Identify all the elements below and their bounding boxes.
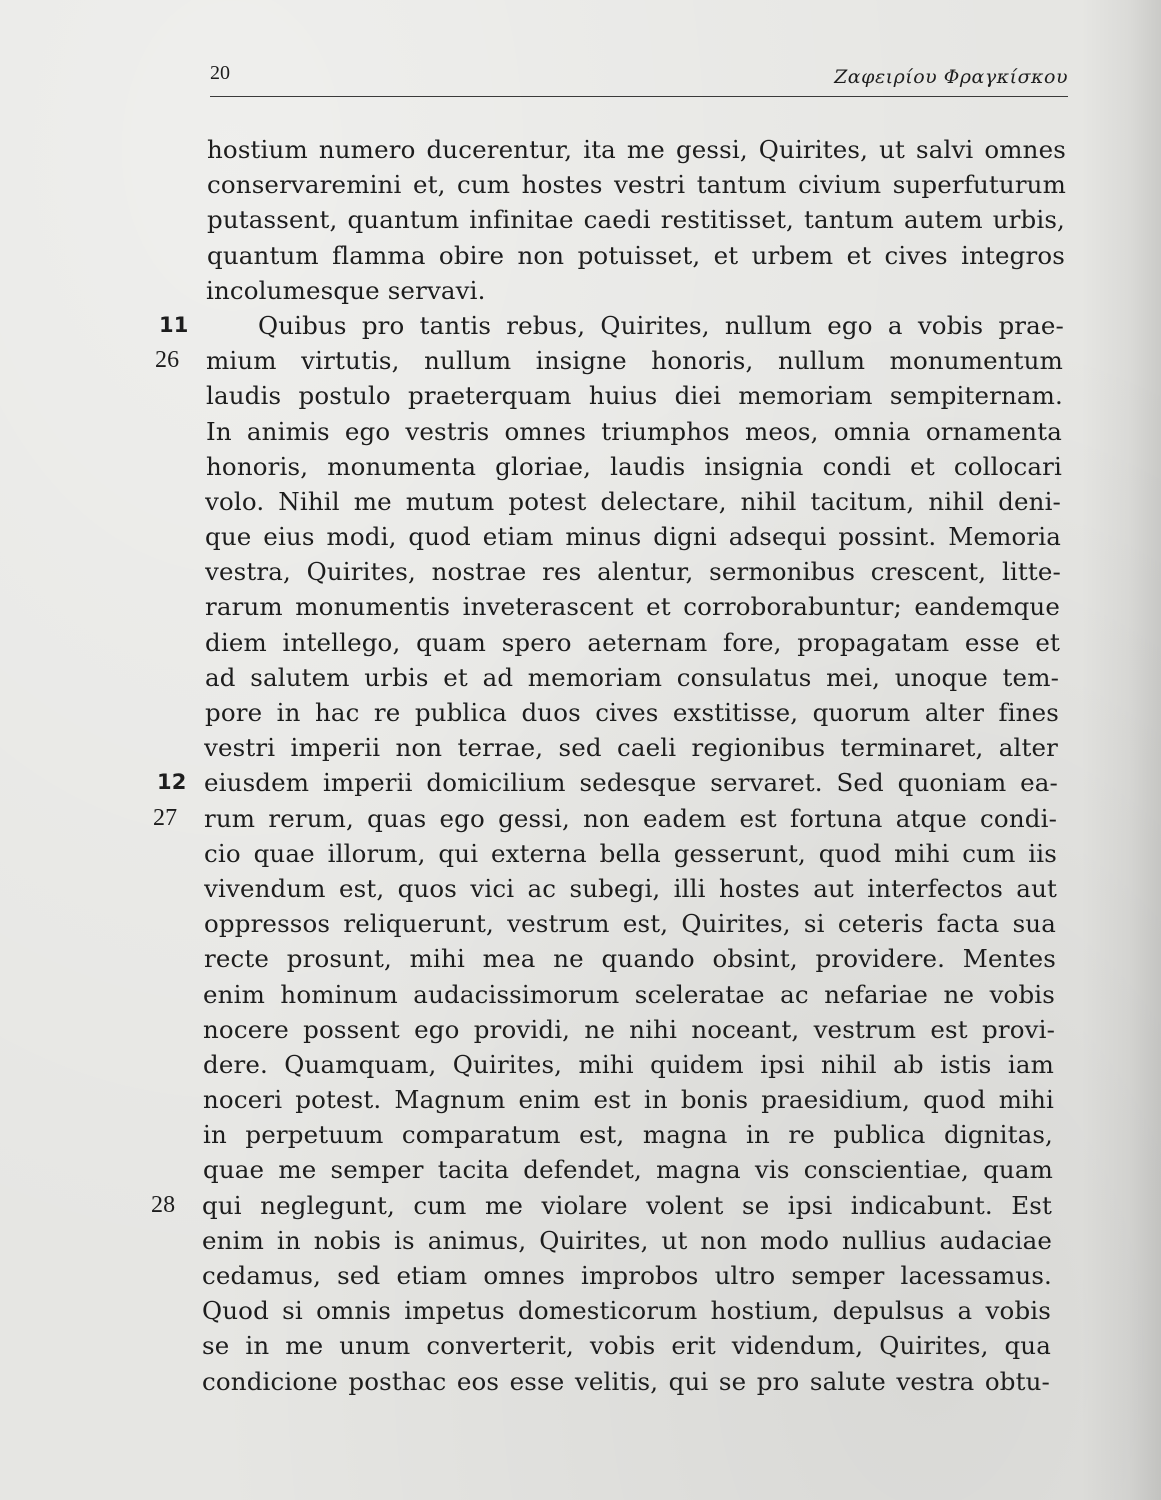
text-line-content: rarum monumentis inveterascent et corroborabuntur; eandemque bbox=[205, 592, 1060, 622]
margin-line-number: 11 bbox=[159, 312, 189, 337]
text-line-content: volo. Nihil me mutum potest delectare, nihil tacitum, nihil deni- bbox=[205, 486, 1061, 516]
text-line-content: vestri imperii non terrae, sed caeli regionibus terminaret, alter bbox=[204, 733, 1058, 763]
text-line-content: se in me unum converterit, vobis erit videndum, Quirites, qua bbox=[202, 1331, 1051, 1361]
text-line-content: hostium numero ducerentur, ita me gessi, Quirites, ut salvi omnes bbox=[207, 135, 1066, 164]
text-line-content: quantum flamma obire non potuisset, et urbem et cives integros bbox=[207, 240, 1065, 270]
text-line bbox=[0, 238, 1161, 273]
text-line bbox=[0, 765, 1161, 800]
margin-line-number: 27 bbox=[153, 804, 178, 831]
text-line-content: enim hominum audacissimorum sceleratae ac nefariae ne vobis bbox=[203, 979, 1055, 1009]
page-header bbox=[210, 62, 1068, 97]
text-line bbox=[0, 695, 1161, 730]
text-line-content: dere. Quamquam, Quirites, mihi quidem ipsi nihil ab istis iam bbox=[203, 1049, 1054, 1079]
text-line-content: incolumesque servavi. bbox=[206, 275, 486, 305]
text-line bbox=[0, 378, 1161, 413]
text-line-content: noceri potest. Magnum enim est in bonis praesidium, quod mihi bbox=[203, 1085, 1054, 1115]
text-line bbox=[0, 625, 1161, 660]
text-line bbox=[0, 1117, 1161, 1152]
text-line-content: eiusdem imperii domicilium sedesque servaret. Sed quoniam ea- bbox=[204, 768, 1058, 798]
text-line-content: laudis postulo praeterquam huius diei memoriam sempiternam. bbox=[206, 381, 1063, 411]
text-line-content: rum rerum, quas ego gessi, non eadem est fortuna atque condi- bbox=[204, 803, 1057, 833]
margin-line-number: 28 bbox=[151, 1191, 176, 1218]
text-line-content: cedamus, sed etiam omnes improbos ultro semper lacessamus. bbox=[202, 1261, 1052, 1290]
text-line bbox=[0, 1152, 1161, 1187]
text-line bbox=[0, 273, 1161, 308]
text-line bbox=[0, 1082, 1161, 1117]
running-head: Ζαφειρίου Φραγκίσκου bbox=[834, 66, 1068, 88]
text-line bbox=[0, 977, 1161, 1012]
text-line bbox=[0, 519, 1161, 554]
text-line-content: putassent, quantum infinitae caedi restitisset, tantum autem urbis, bbox=[207, 205, 1065, 235]
text-line bbox=[0, 1223, 1161, 1258]
text-line-content: Quibus pro tantis rebus, Quirites, nullum ego a vobis prae- bbox=[258, 310, 1064, 340]
text-line bbox=[0, 941, 1161, 976]
text-line-content: In animis ego vestris omnes triumphos meos, omnia ornamenta bbox=[206, 416, 1062, 446]
text-line-content: vivendum est, quos vici ac subegi, illi hostes aut interfectos aut bbox=[204, 873, 1057, 903]
text-line bbox=[0, 202, 1161, 237]
text-line-content: recte prosunt, mihi mea ne quando obsint, providere. Mentes bbox=[204, 944, 1056, 974]
text-line-content: nocere possent ego providi, ne nihi noceant, vestrum est provi- bbox=[203, 1014, 1055, 1044]
text-line bbox=[0, 1047, 1161, 1082]
text-line bbox=[0, 1012, 1161, 1047]
text-line bbox=[0, 132, 1161, 167]
text-line bbox=[0, 1328, 1161, 1363]
text-line bbox=[0, 554, 1161, 589]
margin-line-number: 26 bbox=[155, 347, 180, 374]
text-line-content: oppressos reliquerunt, vestrum est, Quirites, si ceteris facta sua bbox=[204, 909, 1056, 939]
text-line bbox=[0, 1364, 1161, 1399]
text-line-content: in perpetuum comparatum est, magna in re publica dignitas, bbox=[203, 1120, 1053, 1150]
text-line bbox=[0, 167, 1161, 202]
text-line-content: condicione posthac eos esse velitis, qui se pro salute vestra obtu- bbox=[202, 1366, 1050, 1396]
text-line bbox=[0, 906, 1161, 941]
text-line-content: diem intellego, quam spero aeternam fore, propagatam esse et bbox=[205, 627, 1060, 657]
text-line bbox=[0, 836, 1161, 871]
text-line-content: cio quae illorum, qui externa bella gesserunt, quod mihi cum iis bbox=[204, 838, 1057, 868]
text-line bbox=[0, 343, 1161, 378]
text-line-content: conservaremini et, cum hostes vestri tantum civium superfuturum bbox=[207, 170, 1066, 200]
text-line-content: Quod si omnis impetus domesticorum hostium, depulsus a vobis bbox=[202, 1296, 1051, 1326]
text-line bbox=[0, 1258, 1161, 1293]
body-text bbox=[0, 132, 1161, 1399]
text-line bbox=[0, 801, 1161, 836]
text-line-content: quae me semper tacita defendet, magna vis conscientiae, quam bbox=[203, 1155, 1053, 1185]
text-line-content: que eius modi, quod etiam minus digni adsequi possint. Memoria bbox=[205, 522, 1061, 552]
text-line bbox=[0, 589, 1161, 624]
margin-line-number: 12 bbox=[157, 770, 187, 795]
text-line bbox=[0, 871, 1161, 906]
text-line bbox=[0, 308, 1161, 343]
text-line bbox=[0, 730, 1161, 765]
text-line-content: mium virtutis, nullum insigne honoris, nullum monumentum bbox=[206, 346, 1063, 376]
text-line-content: ad salutem urbis et ad memoriam consulatus mei, unoque tem- bbox=[205, 662, 1059, 692]
text-line bbox=[0, 449, 1161, 484]
text-line-content: honoris, monumenta gloriae, laudis insignia condi et collocari bbox=[206, 451, 1062, 481]
text-line bbox=[0, 1188, 1161, 1223]
text-line bbox=[0, 414, 1161, 449]
page-number: 20 bbox=[210, 62, 230, 84]
text-line bbox=[0, 1293, 1161, 1328]
text-line-content: vestra, Quirites, nostrae res alentur, sermonibus crescent, litte- bbox=[205, 557, 1061, 587]
text-line bbox=[0, 660, 1161, 695]
text-line-content: pore in hac re publica duos cives exstitisse, quorum alter fines bbox=[205, 698, 1059, 727]
text-line-content: qui neglegunt, cum me violare volent se ipsi indicabunt. Est bbox=[202, 1190, 1052, 1220]
text-line bbox=[0, 484, 1161, 519]
text-line-content: enim in nobis is animus, Quirites, ut non modo nullius audaciae bbox=[202, 1225, 1052, 1255]
